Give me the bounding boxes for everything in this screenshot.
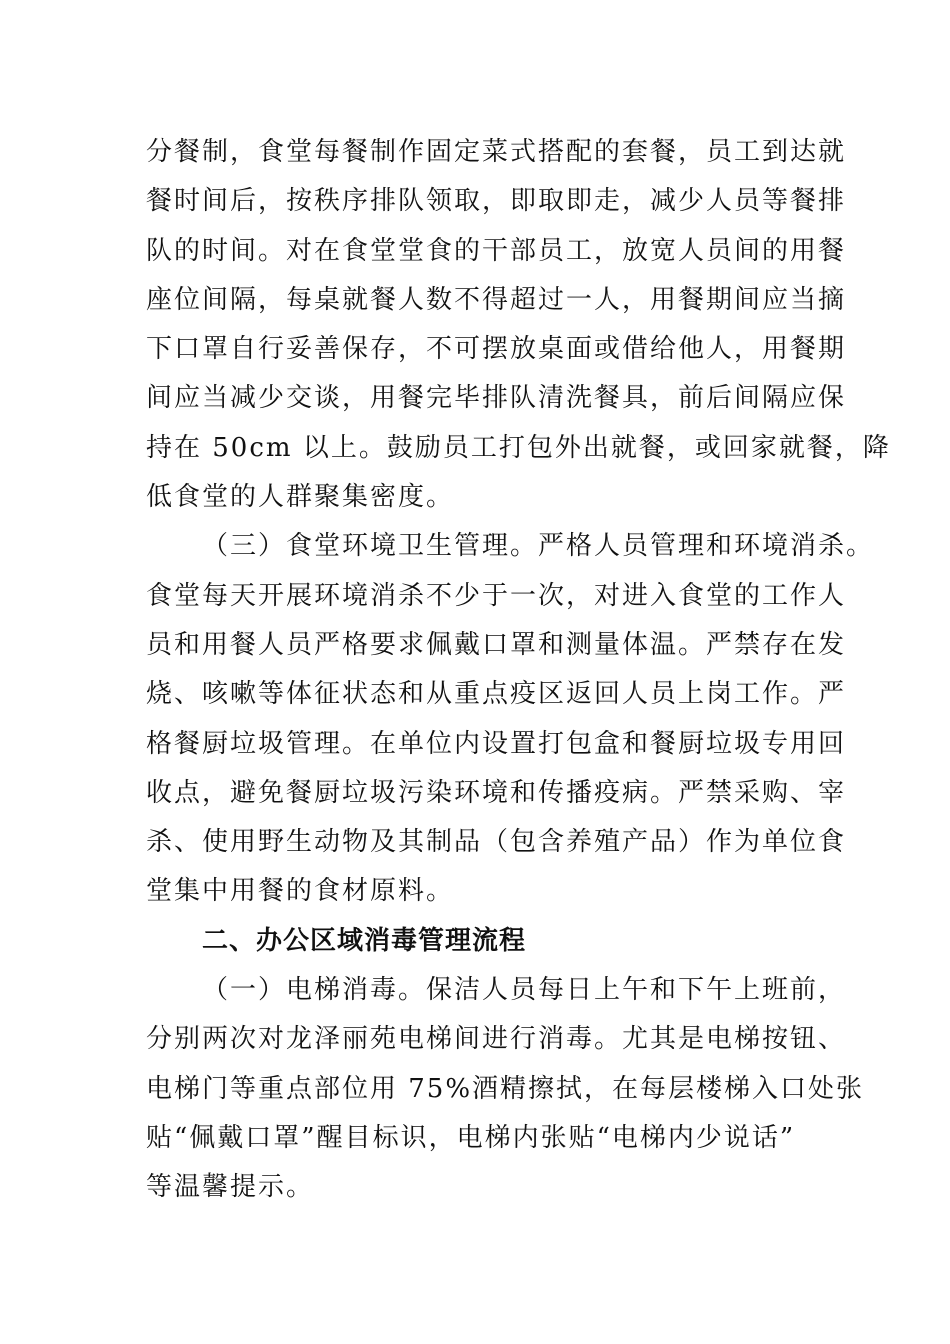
paragraph-start-line: （三）食堂环境卫生管理。严格人员管理和环境消杀。 [202, 531, 875, 562]
text-line: 队的时间。对在食堂堂食的干部员工，放宽人员间的用餐 [146, 235, 847, 266]
text-line: 贴“佩戴口罩”醒目标识，电梯内张贴“电梯内少说话” [146, 1122, 796, 1153]
text-line: 杀、使用野生动物及其制品（包含养殖产品）作为单位食 [146, 827, 847, 858]
text-line: 食堂每天开展环境消杀不少于一次，对进入食堂的工作人 [146, 580, 847, 611]
text-line: 电梯门等重点部位用 75%酒精擦拭，在每层楼梯入口处张 [146, 1073, 865, 1104]
text-line: 低食堂的人群聚集密度。 [146, 482, 455, 513]
text-line: 堂集中用餐的食材原料。 [146, 876, 455, 907]
paragraph-start-line: （一）电梯消毒。保洁人员每日上午和下午上班前， [202, 975, 847, 1006]
section-heading: 二、办公区域消毒管理流程 [202, 925, 527, 956]
text-line: 餐时间后，按秩序排队领取，即取即走，减少人员等餐排 [146, 186, 847, 217]
text-line: 烧、咳嗽等体征状态和从重点疫区返回人员上岗工作。严 [146, 679, 847, 710]
text-line: 分别两次对龙泽丽苑电梯间进行消毒。尤其是电梯按钮、 [146, 1024, 847, 1055]
text-line: 等温馨提示。 [146, 1172, 315, 1203]
text-line: 下口罩自行妥善保存，不可摆放桌面或借给他人，用餐期 [146, 334, 847, 365]
text-line: 座位间隔，每桌就餐人数不得超过一人，用餐期间应当摘 [146, 284, 847, 315]
document-body [146, 128, 891, 1213]
text-line: 格餐厨垃圾管理。在单位内设置打包盒和餐厨垃圾专用回 [146, 728, 847, 759]
text-line: 收点，避免餐厨垃圾污染环境和传播疫病。严禁采购、宰 [146, 777, 847, 808]
text-line: 分餐制，食堂每餐制作固定菜式搭配的套餐，员工到达就 [146, 137, 847, 167]
text-line: 员和用餐人员严格要求佩戴口罩和测量体温。严禁存在发 [146, 629, 847, 660]
text-line: 持在 50cm 以上。鼓励员工打包外出就餐，或回家就餐，降 [146, 432, 891, 463]
text-line: 间应当减少交谈，用餐完毕排队清洗餐具，前后间隔应保 [146, 383, 847, 414]
